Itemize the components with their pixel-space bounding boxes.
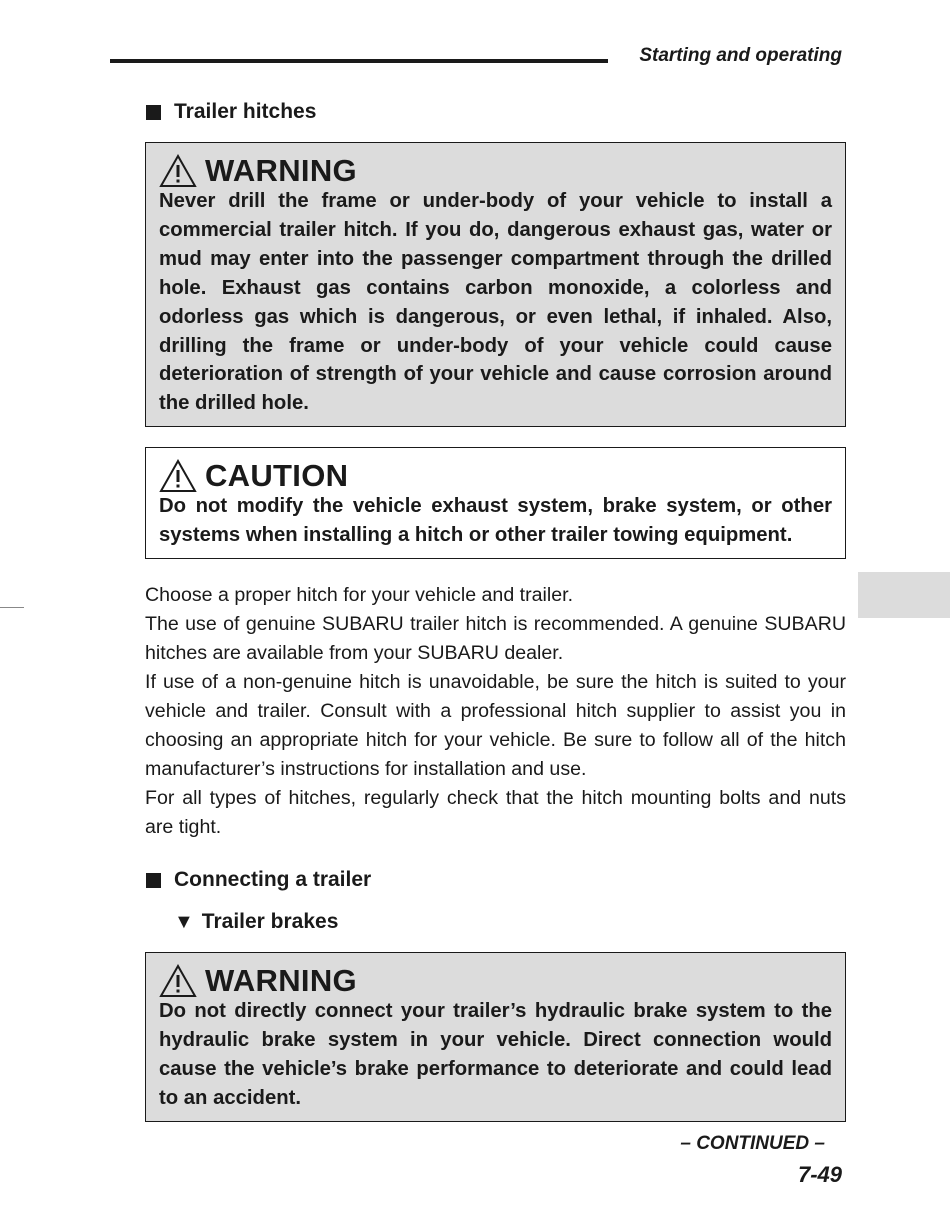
header-rule [110, 59, 608, 63]
section-heading-trailer-hitches [146, 100, 316, 124]
caution-title [159, 458, 832, 494]
caution-box-hitch [145, 447, 846, 559]
page-number: 7-49 [797, 1162, 842, 1187]
warning-triangle-icon [159, 154, 197, 188]
warning-title-text: WARNING [205, 963, 357, 998]
chapter-tab [858, 572, 950, 618]
section-heading-label: Connecting a trailer [174, 868, 372, 891]
subsection-heading-label: Trailer brakes [201, 910, 339, 933]
body-paragraph: The use of genuine SUBARU trailer hitch is recommended. A genuine SUBARU hitches are available from your SUBARU dealer. [145, 613, 846, 664]
continued-label: – CONTINUED – [680, 1133, 825, 1154]
section-heading-connecting-trailer [146, 868, 371, 892]
warning-text: Do not directly connect your trailer’s hydraulic brake system to the hydraulic brake system in your vehicle. Direct connection would cause the vehicle’s brake performance to deteriorate and could lead to an accident. [159, 1000, 832, 1109]
running-head: Starting and operating [639, 45, 842, 66]
caution-title-text: CAUTION [205, 458, 349, 493]
body-paragraph: For all types of hitches, regularly check that the hitch mounting bolts and nuts are tight. [145, 787, 846, 838]
black-square-icon [146, 873, 161, 888]
section-heading-label: Trailer hitches [174, 100, 317, 123]
warning-triangle-icon [159, 459, 197, 493]
warning-text: Never drill the frame or under-body of your vehicle to install a commercial trailer hitch. If you do, dangerous exhaust gas, water or mud may enter into the passenger compartment through the drilled hole. Exhaust gas contains carbon monoxide, a colorless and odorless gas which is dangerous, or even lethal, if inhaled. Also, drilling the frame or under-body of your vehicle could cause deterioration of strength of your vehicle and cause corrosion around the drilled hole. [159, 190, 832, 415]
body-paragraph: If use of a non-genuine hitch is unavoidable, be sure the hitch is suited to your vehicle and trailer. Consult with a professional hitch supplier to assist you in choosing an appropriate hitch for your vehicle. Be sure to follow all of the hitch manufacturer’s instructions for installation and use. [145, 671, 846, 780]
body-text [145, 581, 846, 842]
warning-title [159, 153, 832, 189]
subsection-heading-trailer-brakes [174, 910, 338, 934]
warning-title [159, 963, 832, 999]
down-triangle-icon: ▼ [174, 910, 194, 933]
caution-text: Do not modify the vehicle exhaust system, brake system, or other systems when installing a hitch or other trailer towing equipment. [159, 495, 832, 546]
warning-title-text: WARNING [205, 153, 357, 188]
black-square-icon [146, 105, 161, 120]
body-paragraph: Choose a proper hitch for your vehicle and trailer. [145, 584, 574, 606]
warning-box-hitch [145, 142, 846, 427]
warning-triangle-icon [159, 964, 197, 998]
margin-rule [0, 607, 24, 608]
warning-box-brakes [145, 952, 846, 1122]
